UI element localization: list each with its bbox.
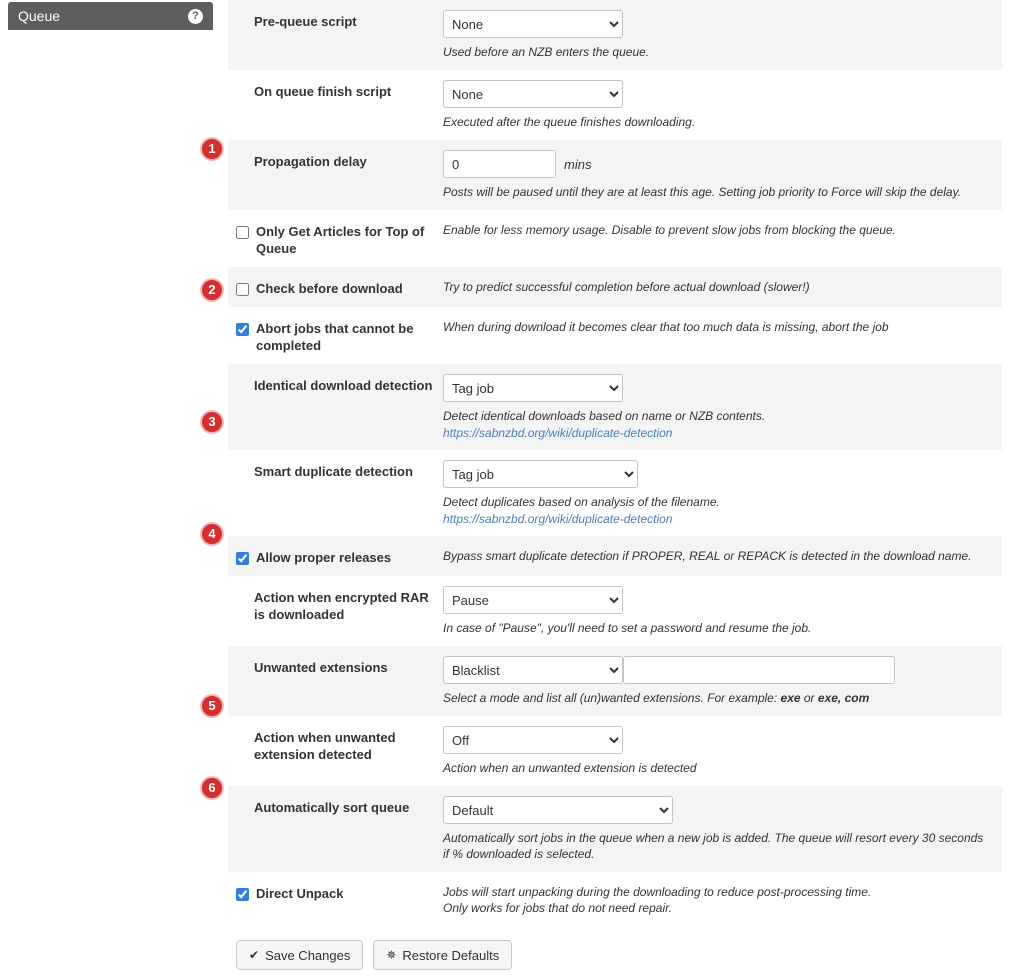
label-unwanted-extensions: Unwanted extensions	[254, 660, 388, 675]
step-badge-1: 1	[200, 137, 224, 161]
setting-row-identical-download-detection	[228, 364, 1002, 450]
label-only-get-articles-top: Only Get Articles for Top of Queue	[256, 224, 425, 256]
label-unwanted-extension-action: Action when unwanted extension detected	[254, 730, 396, 762]
hint-encrypted-rar-action: In case of "Pause", you'll need to set a password and resume the job.	[443, 621, 812, 635]
hint-pre-queue-script: Used before an NZB enters the queue.	[443, 45, 650, 59]
form-actions	[228, 926, 1002, 980]
propagation-delay-input[interactable]	[443, 150, 556, 178]
abort-jobs-checkbox[interactable]	[236, 323, 249, 336]
hint-unwanted-extensions: Select a mode and list all (un)wanted extensions. For example: exe or exe, com	[443, 691, 870, 705]
label-identical-download-detection: Identical download detection	[254, 378, 433, 393]
label-propagation-delay: Propagation delay	[254, 154, 367, 169]
label-direct-unpack: Direct Unpack	[256, 886, 344, 901]
setting-row-allow-proper-releases	[228, 536, 1002, 576]
hint-check-before-download: Try to predict successful completion before actual download (slower!)	[443, 280, 810, 294]
setting-row-unwanted-extension-action	[228, 716, 1002, 786]
label-encrypted-rar-action: Action when encrypted RAR is downloaded	[254, 590, 429, 622]
hint-allow-proper-releases: Bypass smart duplicate detection if PROPER, REAL or REPACK is detected in the download name.	[443, 549, 972, 563]
on-queue-finish-script-select[interactable]	[443, 80, 623, 108]
asterisk-icon: ✵	[386, 948, 397, 962]
setting-row-on-queue-finish-script	[228, 70, 1002, 140]
hint-smart-duplicate-detection: Detect duplicates based on analysis of the filename.	[443, 495, 720, 509]
setting-row-only-get-articles-top	[228, 210, 1002, 267]
restore-defaults-label: Restore Defaults	[402, 947, 500, 963]
setting-row-pre-queue-script	[228, 0, 1002, 70]
setting-row-encrypted-rar-action	[228, 576, 1002, 646]
hint-unwanted-extension-action: Action when an unwanted extension is detected	[443, 761, 697, 775]
hint-propagation-delay: Posts will be paused until they are at least this age. Setting job priority to Force will skip the delay.	[443, 185, 962, 199]
unwanted-extensions-input[interactable]	[623, 656, 895, 684]
checkmark-icon: ✔	[249, 948, 260, 962]
step-badge-6: 6	[200, 776, 224, 800]
hint-identical-download-detection: Detect identical downloads based on name or NZB contents.	[443, 409, 766, 423]
hint-on-queue-finish-script: Executed after the queue finishes downloading.	[443, 115, 696, 129]
allow-proper-releases-checkbox[interactable]	[236, 552, 249, 565]
identical-download-detection-select[interactable]	[443, 374, 623, 402]
setting-row-auto-sort-queue	[228, 786, 1002, 872]
smart-duplicate-detection-select[interactable]	[443, 460, 638, 488]
hint-only-get-articles-top: Enable for less memory usage. Disable to prevent slow jobs from blocking the queue.	[443, 223, 896, 237]
step-badge-3: 3	[200, 410, 224, 434]
label-allow-proper-releases: Allow proper releases	[256, 550, 392, 565]
only-get-articles-top-checkbox[interactable]	[236, 226, 249, 239]
check-before-download-checkbox[interactable]	[236, 283, 249, 296]
setting-row-check-before-download	[228, 267, 1002, 307]
pre-queue-script-select[interactable]	[443, 10, 623, 38]
queue-panel-header	[8, 2, 213, 30]
smart-duplicate-detection-wiki-link[interactable]: https://sabnzbd.org/wiki/duplicate-detection	[443, 512, 673, 526]
encrypted-rar-action-select[interactable]	[443, 586, 623, 614]
hint-direct-unpack: Jobs will start unpacking during the downloading to reduce post-processing time.	[443, 885, 872, 899]
setting-row-abort-jobs	[228, 307, 1002, 364]
step-badge-4: 4	[200, 522, 224, 546]
label-abort-jobs: Abort jobs that cannot be completed	[256, 321, 414, 353]
propagation-delay-unit: mins	[564, 156, 592, 172]
setting-row-unwanted-extensions	[228, 646, 1002, 716]
label-on-queue-finish-script: On queue finish script	[254, 84, 392, 99]
hint-auto-sort-queue: Automatically sort jobs in the queue when a new job is added. The queue will resort every 30 seconds if % downloaded is selected.	[443, 831, 984, 861]
save-changes-button[interactable]	[236, 940, 363, 970]
label-smart-duplicate-detection: Smart duplicate detection	[254, 464, 413, 479]
save-changes-label: Save Changes	[265, 947, 351, 963]
setting-row-direct-unpack	[228, 872, 1002, 926]
setting-row-propagation-delay	[228, 140, 1002, 210]
step-badge-2: 2	[200, 278, 224, 302]
label-check-before-download: Check before download	[256, 281, 403, 296]
setting-row-smart-duplicate-detection	[228, 450, 1002, 536]
queue-settings-form	[228, 0, 1002, 980]
label-pre-queue-script: Pre-queue script	[254, 14, 357, 29]
step-badge-5: 5	[200, 694, 224, 718]
direct-unpack-checkbox[interactable]	[236, 888, 249, 901]
label-auto-sort-queue: Automatically sort queue	[254, 800, 410, 815]
page-title: Queue	[18, 8, 61, 24]
restore-defaults-button[interactable]	[373, 940, 512, 970]
unwanted-extensions-mode-select[interactable]	[443, 656, 623, 684]
unwanted-extension-action-select[interactable]	[443, 726, 623, 754]
identical-download-detection-wiki-link[interactable]: https://sabnzbd.org/wiki/duplicate-detection	[443, 426, 673, 440]
auto-sort-queue-select[interactable]	[443, 796, 673, 824]
question-mark-icon[interactable]: ?	[188, 9, 203, 24]
hint-abort-jobs: When during download it becomes clear that too much data is missing, abort the job	[443, 320, 889, 334]
hint-direct-unpack-secondary: Only works for jobs that do not need repair.	[443, 901, 673, 915]
